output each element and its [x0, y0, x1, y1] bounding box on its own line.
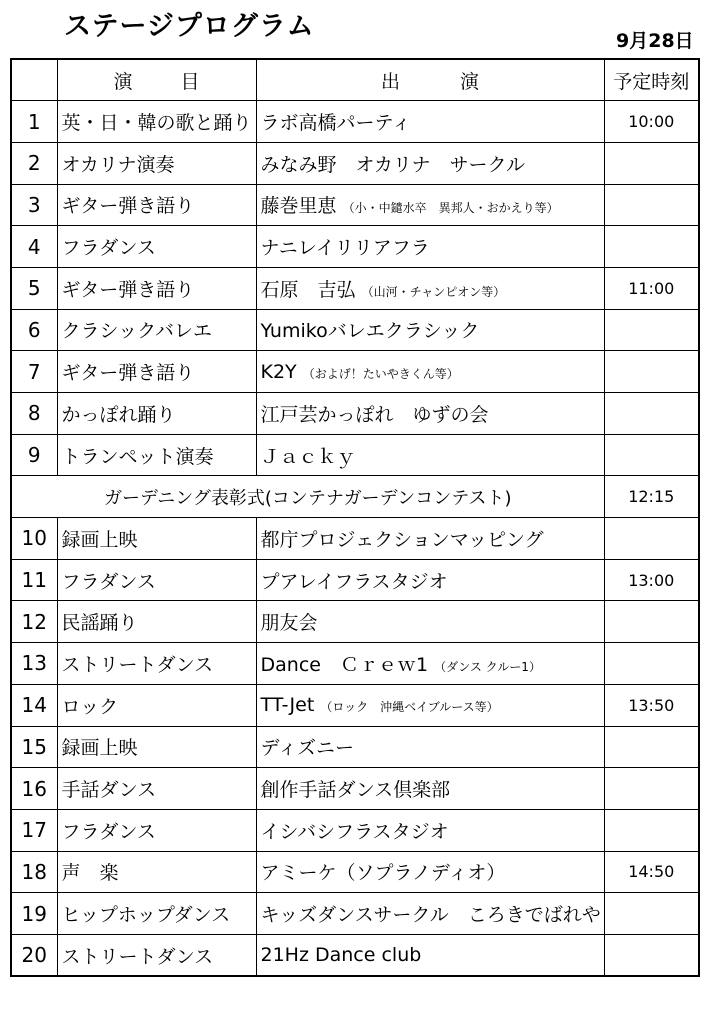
row-performer-cell — [256, 768, 604, 810]
interlude-row — [11, 476, 699, 518]
row-number: 11 — [11, 559, 57, 601]
row-number: 2 — [11, 142, 57, 184]
row-performer: みなみ野 オカリナ サークル — [260, 153, 525, 176]
header-performer — [256, 59, 604, 101]
row-number: 20 — [11, 934, 57, 976]
row-program: 声 楽 — [57, 851, 256, 893]
row-performer-cell — [256, 393, 604, 435]
row-performer-note: （山河・チャンピオン等） — [361, 284, 506, 299]
program-rows-afternoon — [11, 518, 699, 977]
row-time: 10:00 — [604, 101, 699, 143]
table-row — [11, 726, 699, 768]
row-performer: キッズダンスサークル ころきでばれや — [260, 904, 601, 927]
row-performer: ナニレイリリアフラ — [260, 237, 430, 260]
row-performer-cell — [256, 601, 604, 643]
row-performer: K2Y — [260, 360, 297, 383]
row-time — [604, 184, 699, 226]
table-row — [11, 142, 699, 184]
row-performer-note: （ダンス クルー1） — [434, 659, 541, 674]
row-time: 14:50 — [604, 851, 699, 893]
row-number: 14 — [11, 684, 57, 726]
row-program: ストリートダンス — [57, 643, 256, 685]
row-number: 13 — [11, 643, 57, 685]
row-performer: 21Hz Dance club — [260, 944, 422, 967]
row-time — [604, 809, 699, 851]
row-performer: Dance Ｃｒｅｗ1 — [260, 653, 429, 676]
row-performer: ディズニー — [260, 737, 354, 760]
event-date: 9月28日 — [616, 30, 694, 52]
table-row — [11, 226, 699, 268]
row-time — [604, 351, 699, 393]
row-number: 4 — [11, 226, 57, 268]
table-row — [11, 684, 699, 726]
row-performer: プアレイフラスタジオ — [260, 570, 448, 593]
row-program: かっぽれ踊り — [57, 393, 256, 435]
row-performer: 都庁プロジェクションマッピング — [260, 528, 544, 551]
table-row — [11, 101, 699, 143]
row-performer-cell — [256, 851, 604, 893]
header-row — [11, 59, 699, 101]
row-program: ギター弾き語り — [57, 184, 256, 226]
row-time — [604, 309, 699, 351]
row-program: 録画上映 — [57, 518, 256, 560]
row-program: ロック — [57, 684, 256, 726]
row-performer-cell — [256, 351, 604, 393]
row-time — [604, 893, 699, 935]
row-program: 民謡踊り — [57, 601, 256, 643]
interlude-time: 12:15 — [604, 476, 699, 518]
row-time: 11:00 — [604, 267, 699, 309]
row-number: 15 — [11, 726, 57, 768]
table-row — [11, 518, 699, 560]
row-program: トランペット演奏 — [57, 434, 256, 476]
row-program: ストリートダンス — [57, 934, 256, 976]
row-time — [604, 434, 699, 476]
row-performer-cell — [256, 434, 604, 476]
row-time — [604, 768, 699, 810]
row-performer-note: （小・中鑓水卒 異邦人・おかえり等） — [342, 201, 559, 216]
table-row — [11, 184, 699, 226]
row-program: クラシックバレエ — [57, 309, 256, 351]
row-time — [604, 518, 699, 560]
row-performer: 江戸芸かっぽれ ゆずの会 — [260, 403, 489, 426]
row-performer-cell — [256, 643, 604, 685]
row-number: 12 — [11, 601, 57, 643]
row-number: 7 — [11, 351, 57, 393]
row-number: 1 — [11, 101, 57, 143]
row-performer-cell — [256, 684, 604, 726]
row-performer: Yumikoバレエクラシック — [260, 320, 480, 343]
row-number: 8 — [11, 393, 57, 435]
row-performer: Ｊａｃｋｙ — [260, 445, 356, 468]
row-number: 3 — [11, 184, 57, 226]
table-row — [11, 267, 699, 309]
row-performer-cell — [256, 809, 604, 851]
table-row — [11, 643, 699, 685]
row-performer-cell — [256, 893, 604, 935]
row-time — [604, 643, 699, 685]
row-performer: 藤巻里恵 — [260, 195, 337, 218]
header-time: 予定時刻 — [604, 59, 699, 101]
row-performer-note: （ロック 沖縄ベイブルース等） — [320, 700, 499, 715]
row-number: 5 — [11, 267, 57, 309]
row-performer-cell — [256, 101, 604, 143]
table-row — [11, 559, 699, 601]
row-performer: TT-Jet — [260, 694, 315, 717]
table-row — [11, 934, 699, 976]
row-program: 英・日・韓の歌と踊り — [57, 101, 256, 143]
row-time: 13:50 — [604, 684, 699, 726]
interlude-section — [11, 476, 699, 518]
row-number: 9 — [11, 434, 57, 476]
row-performer: 創作手話ダンス倶楽部 — [260, 779, 451, 802]
row-program: フラダンス — [57, 809, 256, 851]
header-no — [11, 59, 57, 101]
row-program: ギター弾き語り — [57, 267, 256, 309]
row-program: ヒップホップダンス — [57, 893, 256, 935]
table-row — [11, 351, 699, 393]
program-rows-morning — [11, 101, 699, 476]
row-program: フラダンス — [57, 226, 256, 268]
interlude-text: ガーデニング表彰式(コンテナガーデンコンテスト) — [11, 476, 604, 518]
table-row — [11, 893, 699, 935]
row-performer: アミーケ（ソプラノディオ） — [260, 862, 506, 885]
row-performer-cell — [256, 142, 604, 184]
table-row — [11, 434, 699, 476]
row-program: ギター弾き語り — [57, 351, 256, 393]
row-number: 19 — [11, 893, 57, 935]
row-number: 10 — [11, 518, 57, 560]
table-row — [11, 809, 699, 851]
row-program: フラダンス — [57, 559, 256, 601]
table-row — [11, 851, 699, 893]
row-time — [604, 393, 699, 435]
row-performer: 石原 吉弘 — [260, 278, 356, 301]
table-row — [11, 768, 699, 810]
row-number: 18 — [11, 851, 57, 893]
header-performer-label: 出演 — [380, 70, 539, 93]
row-program: オカリナ演奏 — [57, 142, 256, 184]
row-performer-cell — [256, 559, 604, 601]
program-table — [10, 58, 700, 977]
row-number: 16 — [11, 768, 57, 810]
row-program: 録画上映 — [57, 726, 256, 768]
row-performer-note: （およげ！たいやきくん等） — [302, 366, 459, 381]
row-performer-cell — [256, 518, 604, 560]
table-row — [11, 309, 699, 351]
row-time — [604, 142, 699, 184]
row-performer-cell — [256, 267, 604, 309]
row-performer-cell — [256, 309, 604, 351]
row-performer-cell — [256, 726, 604, 768]
header-program — [57, 59, 256, 101]
row-time — [604, 934, 699, 976]
row-performer-cell — [256, 934, 604, 976]
row-performer-cell — [256, 184, 604, 226]
row-time: 13:00 — [604, 559, 699, 601]
page-title: ステージプログラム — [64, 11, 315, 42]
row-program: 手話ダンス — [57, 768, 256, 810]
row-number: 6 — [11, 309, 57, 351]
table-row — [11, 393, 699, 435]
row-time — [604, 601, 699, 643]
row-performer: 朋友会 — [260, 612, 318, 635]
row-number: 17 — [11, 809, 57, 851]
table-row — [11, 601, 699, 643]
row-performer: ラボ高橋パーティ — [260, 112, 411, 135]
row-time — [604, 226, 699, 268]
row-performer: イシバシフラスタジオ — [260, 820, 449, 843]
row-time — [604, 726, 699, 768]
row-performer-cell — [256, 226, 604, 268]
header-program-label: 演目 — [113, 70, 248, 93]
